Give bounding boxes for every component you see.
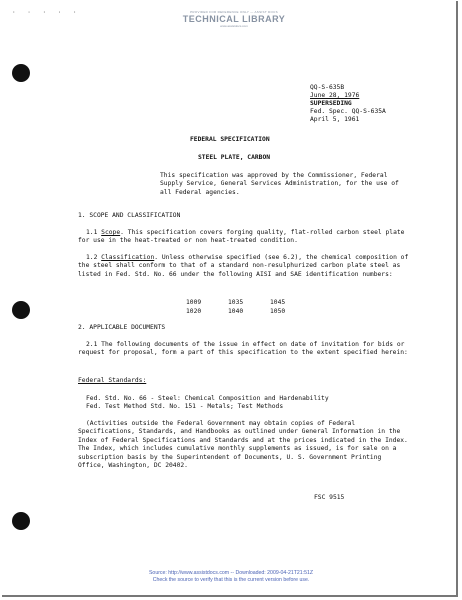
stamp-title: TECHNICAL LIBRARY bbox=[182, 14, 286, 24]
paragraph-1-2-title: Classification bbox=[101, 254, 155, 261]
punch-hole-bottom bbox=[12, 512, 30, 530]
section-2-heading: 2. APPLICABLE DOCUMENTS bbox=[78, 324, 166, 331]
paragraph-1-2-text: . Unless otherwise specified (see 6.2), the chemical composition of the steel shall conform to that of a standard non-resulphurized carbon plate steel as listed in Fed. Std. No. 66 under the following AISI and SAE identification numbers: bbox=[78, 254, 409, 278]
document-page bbox=[2, 1, 458, 597]
paragraph-1-1-number: 1.1 bbox=[86, 229, 98, 236]
grade-1045: 1045 bbox=[270, 299, 286, 306]
paragraph-2-1-number: 2.1 bbox=[86, 341, 98, 348]
paragraph-2-1 bbox=[78, 341, 410, 358]
superseding-label: SUPERSEDING bbox=[310, 100, 352, 107]
doc-title: FEDERAL SPECIFICATION bbox=[190, 136, 270, 143]
punch-hole-top bbox=[12, 64, 30, 82]
fsc-code: FSC 9515 bbox=[314, 494, 345, 501]
grade-1040: 1040 bbox=[228, 308, 244, 315]
grade-1020: 1020 bbox=[186, 308, 202, 315]
grade-1035: 1035 bbox=[228, 299, 244, 306]
superseded-date: April 5, 1961 bbox=[310, 116, 360, 123]
source-footer bbox=[0, 570, 462, 583]
stamp-url: www.assistdocs.com bbox=[220, 24, 248, 28]
paragraph-1-2 bbox=[78, 254, 410, 279]
superseded-spec: Fed. Spec. QQ-S-635A bbox=[310, 108, 386, 115]
paragraph-1-1 bbox=[78, 229, 410, 246]
activities-note: (Activities outside the Federal Government may obtain copies of Federal Specifications, Standards, and Handbooks as outlined under General Information in the Index of Federal Specifications and Standards and at the prices indicated in the Index. The Index, which includes cumulative monthly supplements as issued, is for sale on a subscription basis by the Superintendent of Documents, U. S. Government Printing Office, Washington, DC 20402. bbox=[78, 420, 408, 470]
stamp-top-text: PROVIDED FOR REFERENCE ONLY — ASSIST DOCS bbox=[190, 10, 278, 14]
grade-1050: 1050 bbox=[270, 308, 286, 315]
paragraph-1-1-text: . This specification covers forging quality, flat-rolled carbon steel plate for use in the heat-treated or non heat-treated condition. bbox=[78, 229, 405, 245]
paragraph-2-1-text: The following documents of the issue in effect on date of invitation for bids or request for proposal, form a part of this specification to the extent specified herein: bbox=[78, 341, 408, 357]
section-1-heading: 1. SCOPE AND CLASSIFICATION bbox=[78, 212, 181, 219]
punch-hole-middle bbox=[12, 301, 30, 319]
doc-id: QQ-S-635B bbox=[310, 84, 345, 91]
grade-1009: 1009 bbox=[186, 299, 202, 306]
paragraph-1-1-title: Scope bbox=[101, 229, 121, 236]
federal-standards-heading: Federal Standards: bbox=[78, 377, 147, 384]
technical-library-stamp bbox=[178, 10, 290, 28]
doc-date: June 28, 1976 bbox=[310, 92, 360, 99]
standard-fed-std-66: Fed. Std. No. 66 - Steel: Chemical Composition and Hardenability bbox=[86, 395, 329, 402]
paragraph-1-2-number: 1.2 bbox=[86, 254, 98, 261]
scan-specks: · · · · · bbox=[12, 9, 81, 16]
footer-source-line: Source: http://www.assistdocs.com -- Downloaded: 2009-04-21T21:51Z bbox=[148, 570, 314, 576]
approval-statement: This specification was approved by the Commissioner, Federal Supply Service, General Services Administration, for the use of all Federal agencies. bbox=[160, 172, 399, 196]
standard-fed-test-method-151: Fed. Test Method Std. No. 151 - Metals; Test Methods bbox=[86, 403, 284, 410]
doc-subtitle: STEEL PLATE, CARBON bbox=[198, 154, 271, 161]
footer-check-line: Check the source to verify that this is the current version before use. bbox=[152, 576, 310, 583]
